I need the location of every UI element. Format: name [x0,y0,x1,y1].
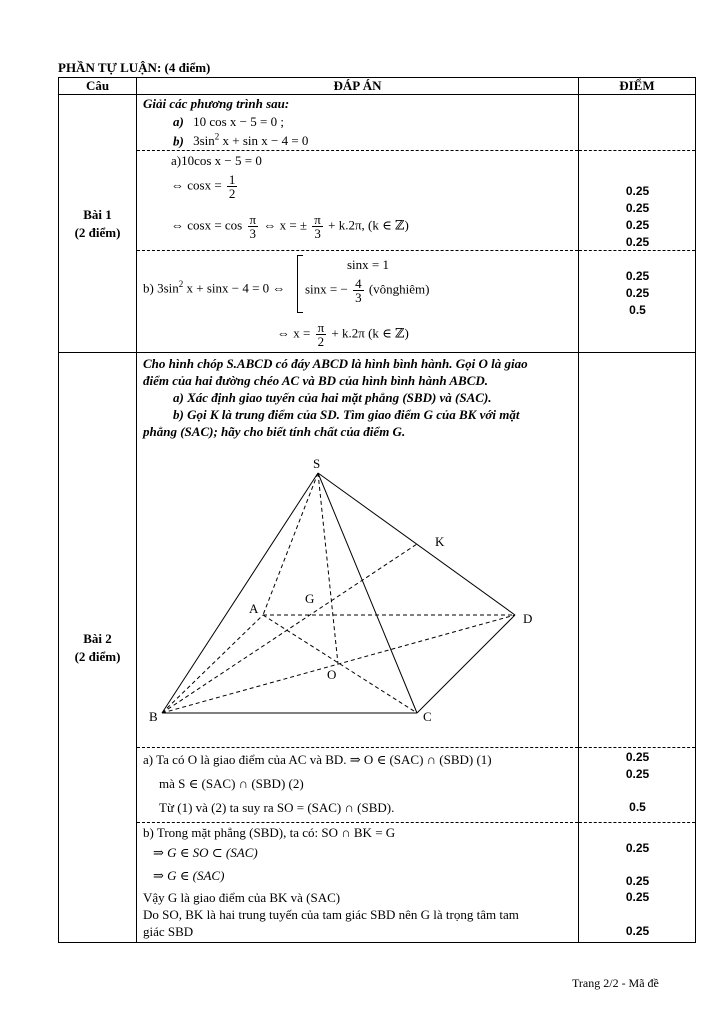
bai2-answer-cell [137,353,579,943]
bai2-sol-b-line4: Vậy G là giao điểm của BK và (SAC) [143,890,341,905]
score: 0.25 [625,767,650,781]
bai1-sol-b-final: ⇔ x = $\frac{\pi}{2}$ + k.2π (k ∈ ℤ) [277,320,409,349]
table-header-row [59,78,696,95]
label-D: D [523,611,533,626]
bai1-b-label: b) [173,133,184,149]
bai1-sol-b-case2: sinx = − $\frac{4}{3}$ (vônghiêm) [305,276,430,305]
header-cau: Câu [59,78,137,95]
bai1-scores-b [579,251,695,352]
bai2-sol-a-line3: Từ (1) và (2) ta suy ra SO = (SAC) ∩ (SBD). [159,800,395,815]
score: 0.25 [625,218,650,232]
score: 0.25 [625,924,650,938]
score: 0.25 [625,201,650,215]
bai2-label: Bài 2 [83,630,112,646]
score: 0.25 [625,890,650,904]
score: 0.25 [625,184,650,198]
line-BK [162,544,417,713]
score: 0.25 [625,269,650,283]
bai2-sol-b-line1: b) Trong mặt phẳng (SBD), ta có: SO ∩ BK = G [143,825,396,840]
score: 0.25 [625,286,650,300]
score: 0.25 [625,874,650,888]
bai1-prompt: Giải các phương trình sau: [143,96,290,111]
score: 0.5 [629,800,646,814]
score: 0.25 [625,750,650,764]
bai1-score-cell [579,95,696,353]
bai2-problem: Cho hình chóp S.ABCD có đáy ABCD là hình bình hành. Gọi O là giao điểm của hai đường chéo AC và BD của hình bình hành ABCD. a) Xác định giao tuyến của hai mặt phẳng (SBD) và (SAC). b) Gọi K là trung điểm của SD. Tìm giao điểm G của BK với mặt phẳng (SAC); hãy cho biết tính chất của điểm G. [143,356,528,439]
bai2-points: (2 điểm) [74,648,121,664]
bai1-solution-a [137,151,578,251]
bai1-a-eq: 10 cos x − 5 = 0 ; [193,114,284,129]
label-K: K [435,534,445,549]
bai1-sol-a-line2: ⇔ cosx = $\frac{1}{2}$ [171,172,236,201]
header-diem: ĐIỂM [579,78,696,95]
bai1-a-label: a) [173,114,184,129]
bai1-label-cell [59,95,137,353]
edge-CD [417,615,515,713]
score: 0.5 [629,303,646,317]
page-footer: Trang 2/2 - Mã đề [572,976,659,990]
bai2-sol-a-line1: a) Ta có O là giao điểm của AC và BD. ⇒ O ∈ (SAC) ∩ (SBD) (1) [143,752,492,767]
bai1-b-eq: $3\sin^2$ x + sin x − 4 = 0 [193,132,309,149]
bai1-prompt-block [137,95,578,151]
bai2-solution-b [137,823,578,942]
bai1-points: (2 điểm) [74,224,121,240]
label-O: O [327,667,337,682]
label-C: C [423,709,432,724]
bai1-scores-a [579,151,695,251]
edge-SB [162,473,318,713]
bai2-sol-b-line3: ⇒ G ∈ (SAC) [153,868,225,883]
bai2-scores-a [579,748,695,823]
line-SO [318,473,338,664]
bai1-case-bracket [297,255,303,313]
label-S: S [313,456,321,471]
bai1-sol-b-left: b) $3\sin^2$ x + sinx − 4 = 0 ⇔ [143,279,286,296]
bai1-row [59,95,696,353]
pyramid-figure [137,453,577,743]
bai2-sol-a-line2: mà S ∈ (SAC) ∩ (SBD) (2) [159,776,304,791]
bai2-sol-b-line2: ⇒ G ∈ SO ⊂ (SAC) [153,845,258,860]
score: 0.25 [625,235,650,249]
bai2-solution-a [137,748,578,823]
bai2-scores-b [579,823,695,942]
bai2-sol-b-line5: Do SO, BK là hai trung tuyến của tam giác SBD nên G là trọng tâm tam [143,907,519,922]
bai1-answer-cell [137,95,579,353]
label-G: G [305,591,315,606]
bai2-row [59,353,696,943]
bai2-problem-block [137,353,578,748]
score: 0.25 [625,841,650,855]
label-A: A [249,601,259,616]
answer-table [58,77,696,943]
bai1-sol-b-case1: sinx = 1 [347,257,390,272]
edge-BA [162,615,263,713]
diag-BD [162,615,515,713]
bai2-score-cell [579,353,696,943]
bai1-sol-a-line3: ⇔ cosx = cos $\frac{\pi}{3}$ ⇔ x = ± $\frac{\pi}{3}$ + k.2π, (k ∈ ℤ) [171,212,409,241]
bai1-solution-b [137,251,578,352]
bai1-label: Bài 1 [83,206,112,222]
section-title: PHẦN TỰ LUẬN: (4 điểm) [58,60,211,75]
header-dap-an: ĐÁP ÁN [137,78,579,95]
bai2-sol-b-line6: giác SBD [143,924,194,939]
bai1-sol-a-line1: a)10cos x − 5 = 0 [171,153,262,168]
bai2-label-cell [59,353,137,943]
label-B: B [149,709,158,724]
